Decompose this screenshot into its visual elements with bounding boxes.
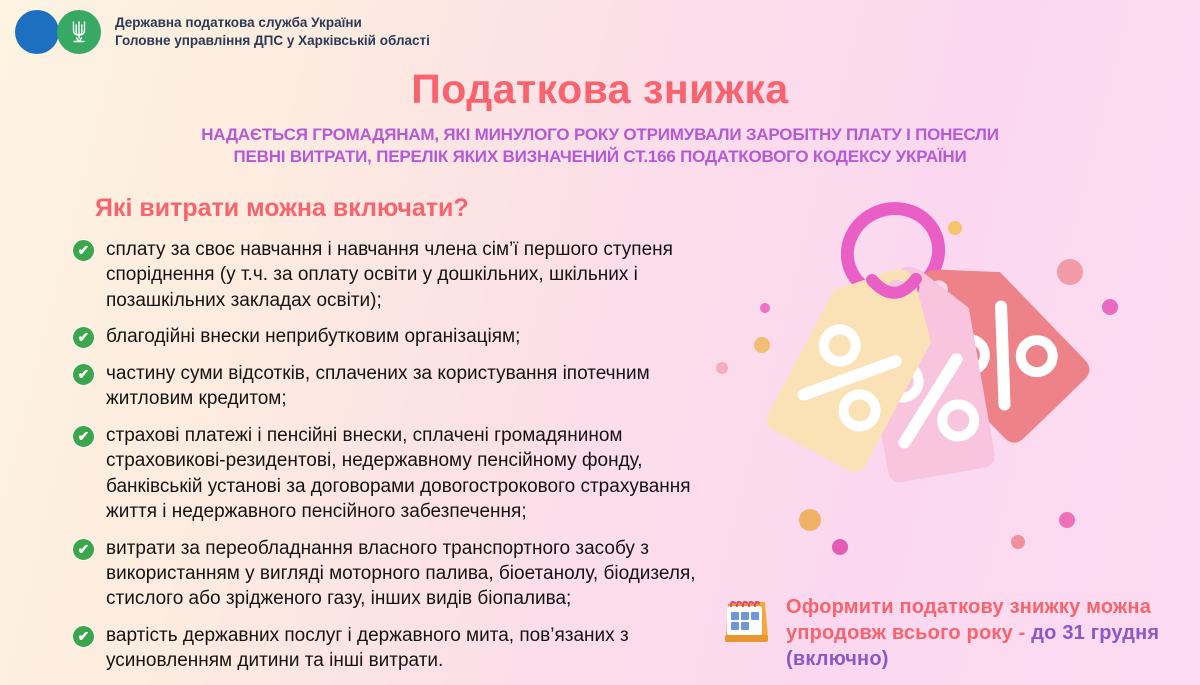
org-name-line1: Державна податкова служба України (115, 14, 362, 30)
list-item-text: вартість державних послуг і державного мита, пов’язаних з усиновленням дитини та інші витрати. (106, 624, 629, 672)
checkmark-icon: ✔ (72, 363, 95, 386)
list-item (72, 623, 732, 674)
list-item (72, 361, 732, 412)
org-name (115, 14, 430, 50)
desk-calendar-icon (720, 594, 774, 648)
deadline-note (720, 594, 1200, 672)
checkmark-icon: ✔ (72, 326, 95, 349)
list-item (72, 237, 732, 313)
subtitle-line1: НАДАЄТЬСЯ ГРОМАДЯНАМ, ЯКІ МИНУЛОГО РОКУ ОТРИМУВАЛИ ЗАРОБІТНУ ПЛАТУ І ПОНЕСЛИ (201, 125, 999, 144)
list-item-text: страхові платежі і пенсійні внески, сплачені громадянином страховикові-резидентові, недержавному пенсійному фонду, банківській установі за договорами довогострокового страхування життя і недержавного пенсійного забезпечення; (106, 424, 691, 523)
deadline-note-purple: до 31 грудня (включно) (786, 622, 1160, 670)
list-item-text: витрати за переобладнання власного транспортного засобу з використанням у вигляді моторного палива, біоетанолу, біодизеля, стислого або зрідженого газу, інших видів біопалива; (106, 537, 696, 610)
checkmark-icon: ✔ (72, 425, 95, 448)
expense-list (72, 237, 732, 685)
checkmark-icon: ✔ (72, 538, 95, 561)
org-name-line2: Головне управління ДПС у Харківській області (115, 33, 430, 48)
list-item-text: частину суми відсотків, сплачених за користування іпотечним житловим кредитом; (106, 362, 650, 410)
org-header (15, 10, 430, 54)
checkmark-icon: ✔ (72, 625, 95, 648)
subtitle-line2: ПЕВНІ ВИТРАТИ, ПЕРЕЛІК ЯКИХ ВИЗНАЧЕНИЙ СТ.166 ПОДАТКОВОГО КОДЕКСУ УКРАЇНИ (233, 146, 967, 166)
trident-emblem-icon (57, 10, 101, 54)
section-heading: Які витрати можна включати? (95, 194, 469, 222)
subtitle (0, 124, 1200, 168)
page-title: Податкова знижка (411, 66, 789, 112)
checkmark-icon: ✔ (72, 239, 95, 262)
discount-price-tags-illustration (700, 180, 1200, 585)
list-item (72, 324, 732, 349)
list-item-text: сплату за своє навчання і навчання члена сім’ї першого ступеня споріднення (у т.ч. за оплату освіти у дошкільних, шкільних і позашкільних закладах освіти); (106, 239, 673, 311)
logo-blue-circle (15, 10, 59, 54)
list-item-text: благодійні внески неприбутковим організаціям; (106, 326, 521, 348)
deadline-note-text (786, 594, 1200, 672)
deadline-note-coral: Оформити податкову знижку можна упродовж всього року - (786, 596, 1152, 644)
list-item (72, 423, 732, 525)
list-item (72, 536, 732, 612)
